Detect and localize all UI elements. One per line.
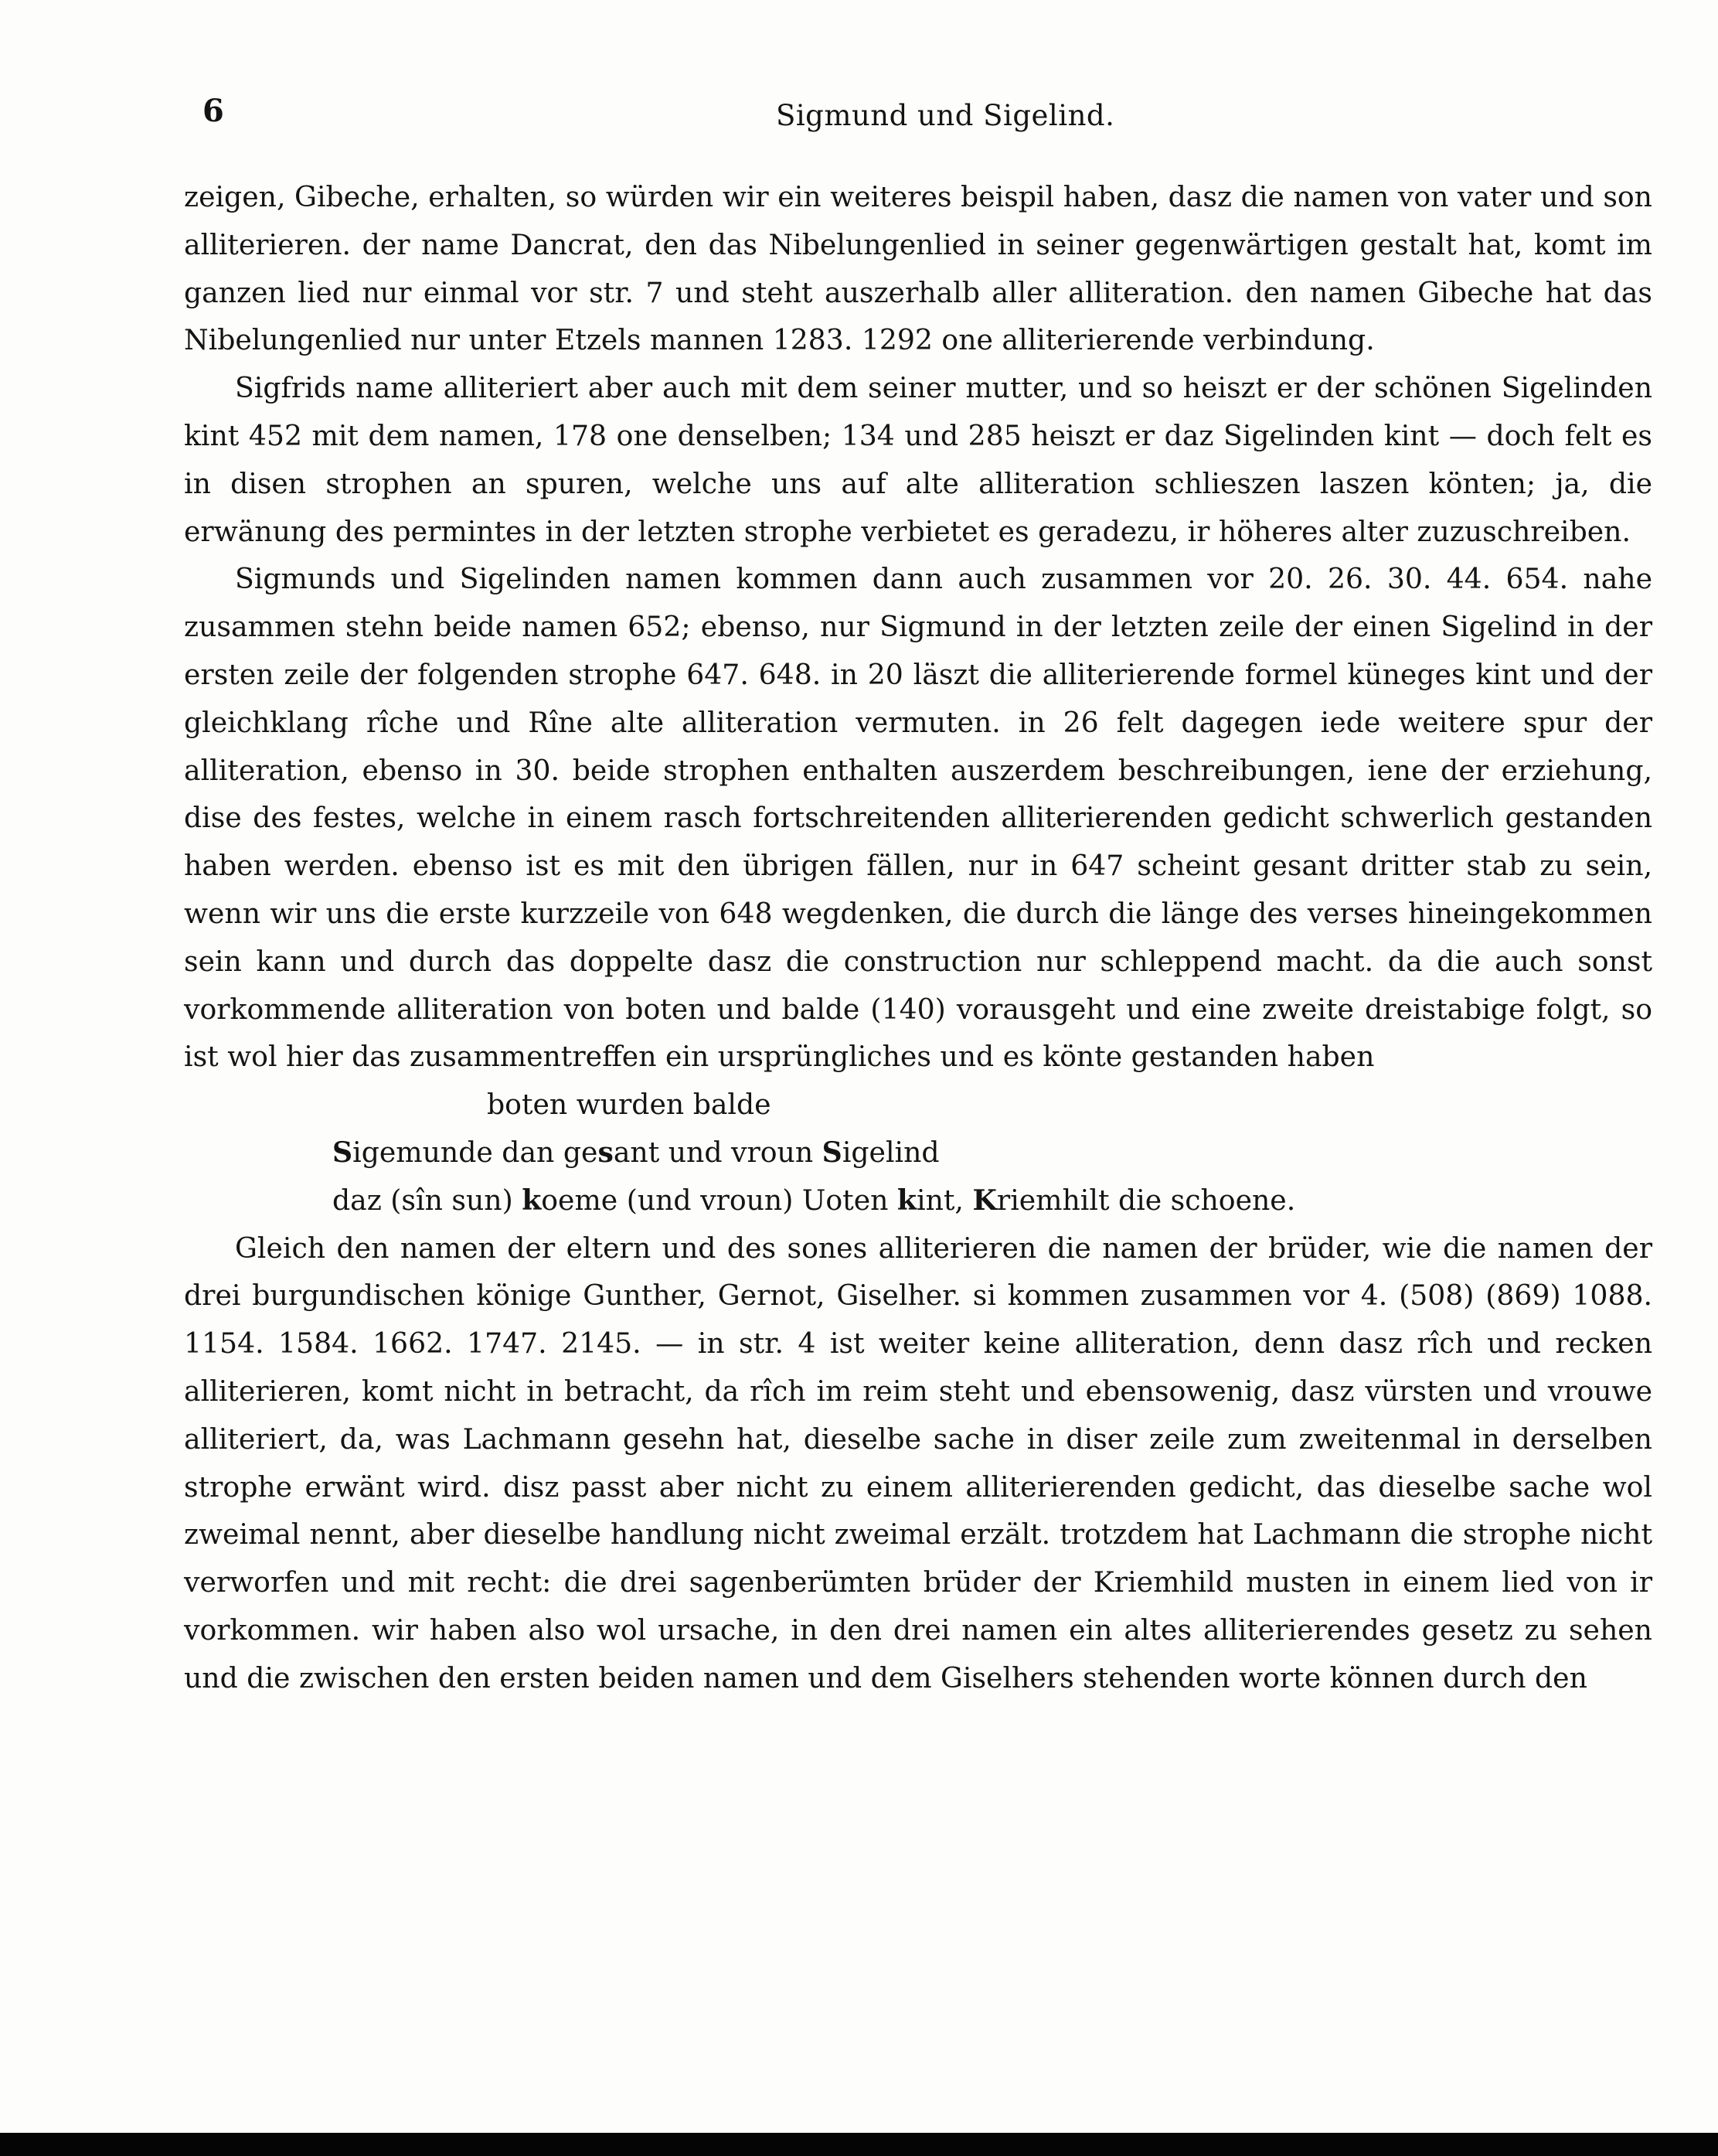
paragraph-continuation: zeigen, Gibeche, erhalten, so würden wir ein weiteres beispil haben, dasz die namen von vater und son alliterieren. der name Dancrat, den das Nibelungenlied in seiner gegenwärtigen gestalt hat, komt im ganzen lied nur einmal vor str. 7 und steht auszerhalb aller alliteration. den namen Gibeche hat das Nibelungenlied nur unter Etzels mannen 1283. 1292 one alliterierende verbindung.	[184, 180, 1652, 357]
paragraph-sigfrids-name: Sigfrids name alliteriert aber auch mit dem seiner mutter, und so heiszt er der schönen Sigelinden kint 452 mit dem namen, 178 one denselben; 134 und 285 heiszt er daz Sigelinden kint — doch felt es in disen strophen an spuren, welche uns auf alte alliteration schlieszen laszen könten; ja, die erwänung des permintes in der letzten strophe verbietet es geradezu, ir höheres alter zuzuschreiben.	[184, 371, 1652, 548]
alliterating-letter: k	[896, 1183, 917, 1217]
paragraph-brothers-names: Gleich den namen der eltern und des sones alliterieren die namen der brüder, wie die namen der drei burgundischen könige Gunther, Gernot, Giselher. si kommen zusammen vor 4. (508) (869) 1088. 1154. 1584. 1662. 1747. 2145. — in str. 4 ist weiter keine alliteration, denn dasz rîch und recken alliterieren, komt nicht in betracht, da rîch im reim steht und ebensowenig, dasz vürsten und vrouwe alliteriert, da, was Lachmann gesehn hat, dieselbe sache in diser zeile zum zweitenmal in derselben strophe erwänt wird. disz passt aber nicht zu einem alliterierenden gedicht, das dieselbe sache wol zweimal nennt, aber dieselbe handlung nicht zweimal erzält. trotzdem hat Lachmann die strophe nicht verworfen und mit recht: die drei sagenberümten brüder der Kriemhild musten in einem lied von ir vorkommen. wir haben also wol ursache, in den drei namen ein altes alliterierendes gesetz zu sehen und die zwischen den ersten beiden namen und dem Giselhers stehenden worte können durch den	[184, 1231, 1652, 1694]
verse-line	[184, 1129, 1652, 1177]
verse-segment: daz (sîn sun)	[332, 1183, 522, 1217]
verse-block	[184, 1081, 1652, 1224]
verse-segment: ant und vroun	[613, 1135, 822, 1169]
scan-border	[0, 2133, 1718, 2156]
alliterating-letter: K	[972, 1183, 997, 1217]
alliterating-letter: S	[332, 1135, 353, 1169]
verse-segment: igemunde dan ge	[352, 1135, 598, 1169]
verse-line	[184, 1081, 1652, 1129]
running-title: Sigmund und Sigelind.	[776, 99, 1115, 132]
page-header	[202, 93, 1625, 139]
verse-segment: oeme (und vroun) Uoten	[541, 1183, 897, 1217]
verse-segment: boten wurden balde	[487, 1088, 771, 1122]
page-number: 6	[202, 93, 224, 129]
alliterating-letter: s	[597, 1135, 614, 1169]
paragraph-sigmund-sigelind: Sigmunds und Sigelinden namen kommen dann auch zusammen vor 20. 26. 30. 44. 654. nahe zusammen stehn beide namen 652; ebenso, nur Sigmund in der letzten zeile der einen Sigelind in der ersten zeile der folgenden strophe 647. 648. in 20 läszt die alliterierende formel küneges kint und der gleichklang rîche und Rîne alte alliteration vermuten. in 26 felt dagegen iede weitere spur der alliteration, ebenso in 30. beide strophen enthalten auszerdem beschreibungen, iene der erziehung, dise des festes, welche in einem rasch fortschreitenden alliterierenden gedicht schwerlich gestanden haben werden. ebenso ist es mit den übrigen fällen, nur in 647 scheint gesant dritter stab zu sein, wenn wir uns die erste kurzzeile von 648 wegdenken, die durch die länge des verses hineingekommen sein kann und durch das doppelte dasz die construction nur schleppend macht. da die auch sonst vorkommende alliteration von boten und balde (140) vorausgeht und eine zweite dreistabige folgt, so ist wol hier das zusammentreffen ein ursprüngliches und es könte gestanden haben	[184, 562, 1652, 1074]
verse-segment: riemhilt die schoene.	[996, 1183, 1296, 1217]
alliterating-letter: k	[522, 1183, 542, 1217]
verse-segment: int,	[917, 1183, 973, 1217]
alliterating-letter: S	[822, 1135, 842, 1169]
verse-line	[184, 1177, 1652, 1224]
body-text	[184, 173, 1652, 1702]
verse-segment: igelind	[842, 1135, 940, 1169]
